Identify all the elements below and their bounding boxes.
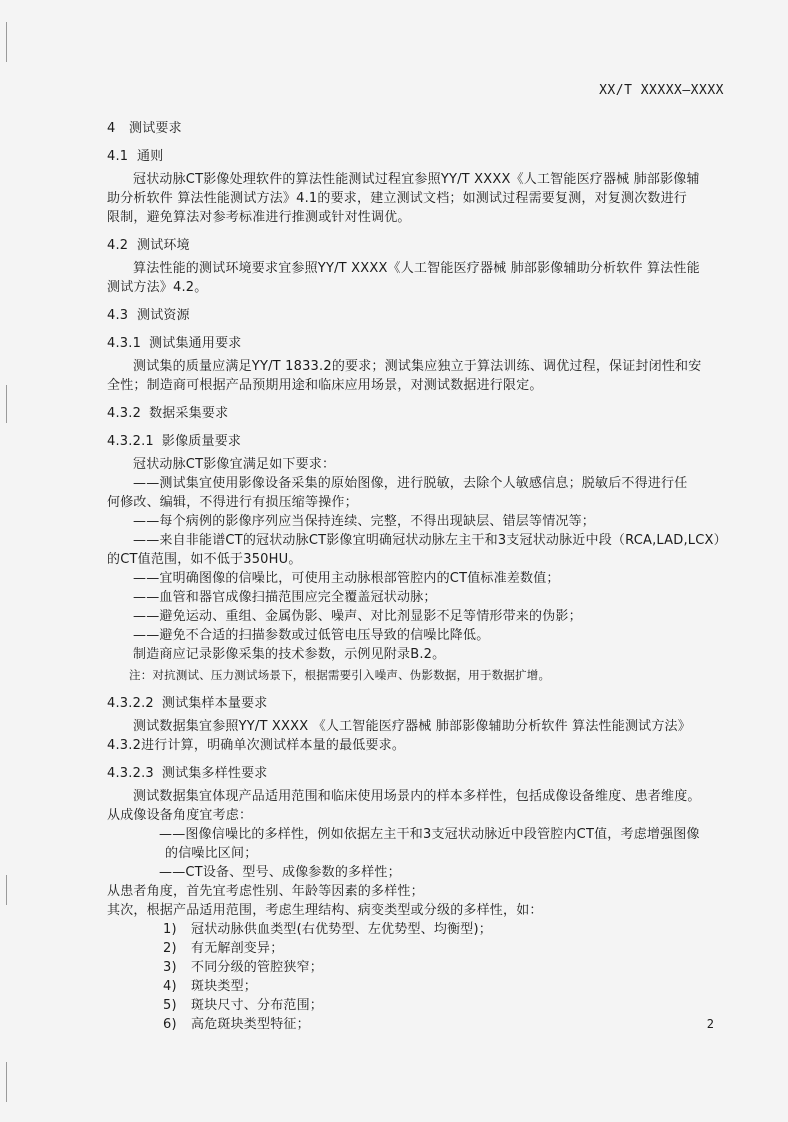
page-number: 2 — [706, 1017, 714, 1031]
section-heading-4-3-2-3: 4.3.2.3 测试集多样性要求 — [107, 766, 268, 781]
list-item: 4) 斑块类型； — [163, 979, 258, 994]
bullet-item: ——避免运动、重组、金属伪影、噪声、对比剂显影不足等情形带来的伪影； — [133, 609, 582, 624]
scan-edge-mark — [6, 22, 7, 62]
scan-edge-mark — [6, 875, 7, 905]
list-item: 2) 有无解剖变异； — [163, 941, 284, 956]
scan-edge-mark — [6, 385, 7, 423]
section-heading-4-2: 4.2 测试环境 — [107, 238, 190, 253]
bullet-item: ——每个病例的影像序列应当保持连续、完整，不得出现缺层、错层等情况等； — [133, 514, 596, 529]
section-heading-4-3-2: 4.3.2 数据采集要求 — [107, 406, 229, 421]
paragraph-4-3-1: 测试集的质量应满足YY/T 1833.2的要求；测试集应独立于算法训练、调优过程，保证封闭性和安 全性；制造商可根据产品预期用途和临床应用场景，对测试数据进行限定。 — [107, 359, 702, 393]
section-heading-4-3-2-1: 4.3.2.1 影像质量要求 — [107, 434, 242, 449]
numbered-list — [107, 920, 737, 1034]
paragraph-4-2: 算法性能的测试环境要求宜参照YY/T XXXX《人工智能医疗器械 肺部影像辅助分析软件 算法性能 测试方法》4.2。 — [107, 261, 700, 295]
list-item: 1) 冠状动脉供血类型(右优势型、左优势型、均衡型)； — [163, 922, 492, 937]
note: 注：对抗测试、压力测试场景下，根据需要引入噪声、伪影数据，用于数据扩增。 — [129, 668, 551, 682]
document-body — [107, 119, 737, 1034]
list-item: 5) 斑块尺寸、分布范围； — [163, 998, 324, 1013]
list-item: 3) 不同分级的管腔狭窄； — [163, 960, 324, 975]
paragraph-4-3-2-2: 测试数据集宜参照YY/T XXXX 《人工智能医疗器械 肺部影像辅助分析软件 算法性能测试方法》 4.3.2进行计算，明确单次测试样本量的最低要求。 — [107, 719, 691, 753]
section-heading-4: 4 测试要求 — [107, 121, 182, 136]
bullet-item: ——来自非能谱CT的冠状动脉CT影像宜明确冠状动脉左主干和3支冠状动脉近中段（RCA,LAD,LCX） — [133, 533, 727, 548]
paragraph-4-3-2-3: 测试数据集宜体现产品适用范围和临床使用场景内的样本多样性，包括成像设备维度、患者维度。 从成像设备角度宜考虑： ——图像信噪比的多样性，例如依据左主干和3支冠状动脉近中段管腔内CT值，考虑增强图像 的信噪比区间； ——CT设备、型号、成像参数的多样性； 从患者角度，首先宜考虑性别、年龄等因素的多样性； 其次，根据产品适用范围，考虑生理结构、病变类型或分级的多样性，如： 1) 冠状动脉供血类型(右优势型、左优势型、均衡型)； 2) 有无解剖变异； 3) 不同分级的管腔狭窄； 4) 斑块类型； 5) 斑块尺寸、分布范围； 6) 高危斑块类型特征； — [107, 787, 737, 1034]
paragraph-4-1: 冠状动脉CT影像处理软件的算法性能测试过程宜参照YY/T XXXX《人工智能医疗器械 肺部影像辅 助分析软件 算法性能测试方法》4.1的要求，建立测试文档；如测试过程需要复测，对复测次数进行 限制，避免算法对参考标准进行推测或针对性调优。 — [107, 172, 700, 225]
section-heading-4-1: 4.1 通则 — [107, 149, 164, 164]
list-item: 6) 高危斑块类型特征； — [163, 1017, 310, 1032]
bullet-item: ——测试集宜使用影像设备采集的原始图像，进行脱敏，去除个人敏感信息；脱敏后不得进行任 — [133, 476, 688, 491]
section-heading-4-3-1: 4.3.1 测试集通用要求 — [107, 336, 242, 351]
paragraph-4-3-2-1: 冠状动脉CT影像宜满足如下要求： ——测试集宜使用影像设备采集的原始图像，进行脱敏，去除个人敏感信息；脱敏后不得进行任 何修改、编辑，不得进行有损压缩等操作； ——每个病例的影像序列应当保持连续、完整，不得出现缺层、错层等情况等； ——来自非能谱CT的冠状动脉CT影像宜明确冠状动脉左主干和3支冠状动脉近中段（RCA,LAD,LCX） 的CT值范围，如不低于350HU。 ——宜明确图像的信噪比，可使用主动脉根部管腔内的CT值标准差数值； ——血管和器官成像扫描范围应完全覆盖冠状动脉； ——避免运动、重组、金属伪影、噪声、对比剂显影不足等情形带来的伪影； ——避免不合适的扫描参数或过低管电压导致的信噪比降低。 制造商应记录影像采集的技术参数，示例见附录B.2。 注：对抗测试、压力测试场景下，根据需要引入噪声、伪影数据，用于数据扩增。 — [107, 455, 737, 685]
section-heading-4-3: 4.3 测试资源 — [107, 308, 190, 323]
bullet-item: ——图像信噪比的多样性，例如依据左主干和3支冠状动脉近中段管腔内CT值，考虑增强图像 — [159, 827, 700, 842]
bullet-item: ——CT设备、型号、成像参数的多样性； — [159, 865, 401, 880]
section-heading-4-3-2-2: 4.3.2.2 测试集样本量要求 — [107, 696, 268, 711]
bullet-item: ——血管和器官成像扫描范围应完全覆盖冠状动脉； — [133, 590, 437, 605]
bullet-item: ——避免不合适的扫描参数或过低管电压导致的信噪比降低。 — [133, 628, 490, 643]
bullet-item: ——宜明确图像的信噪比，可使用主动脉根部管腔内的CT值标准差数值； — [133, 571, 560, 586]
standard-code-header: XX/T XXXXX—XXXX — [599, 83, 724, 98]
scan-edge-mark — [6, 1062, 7, 1102]
